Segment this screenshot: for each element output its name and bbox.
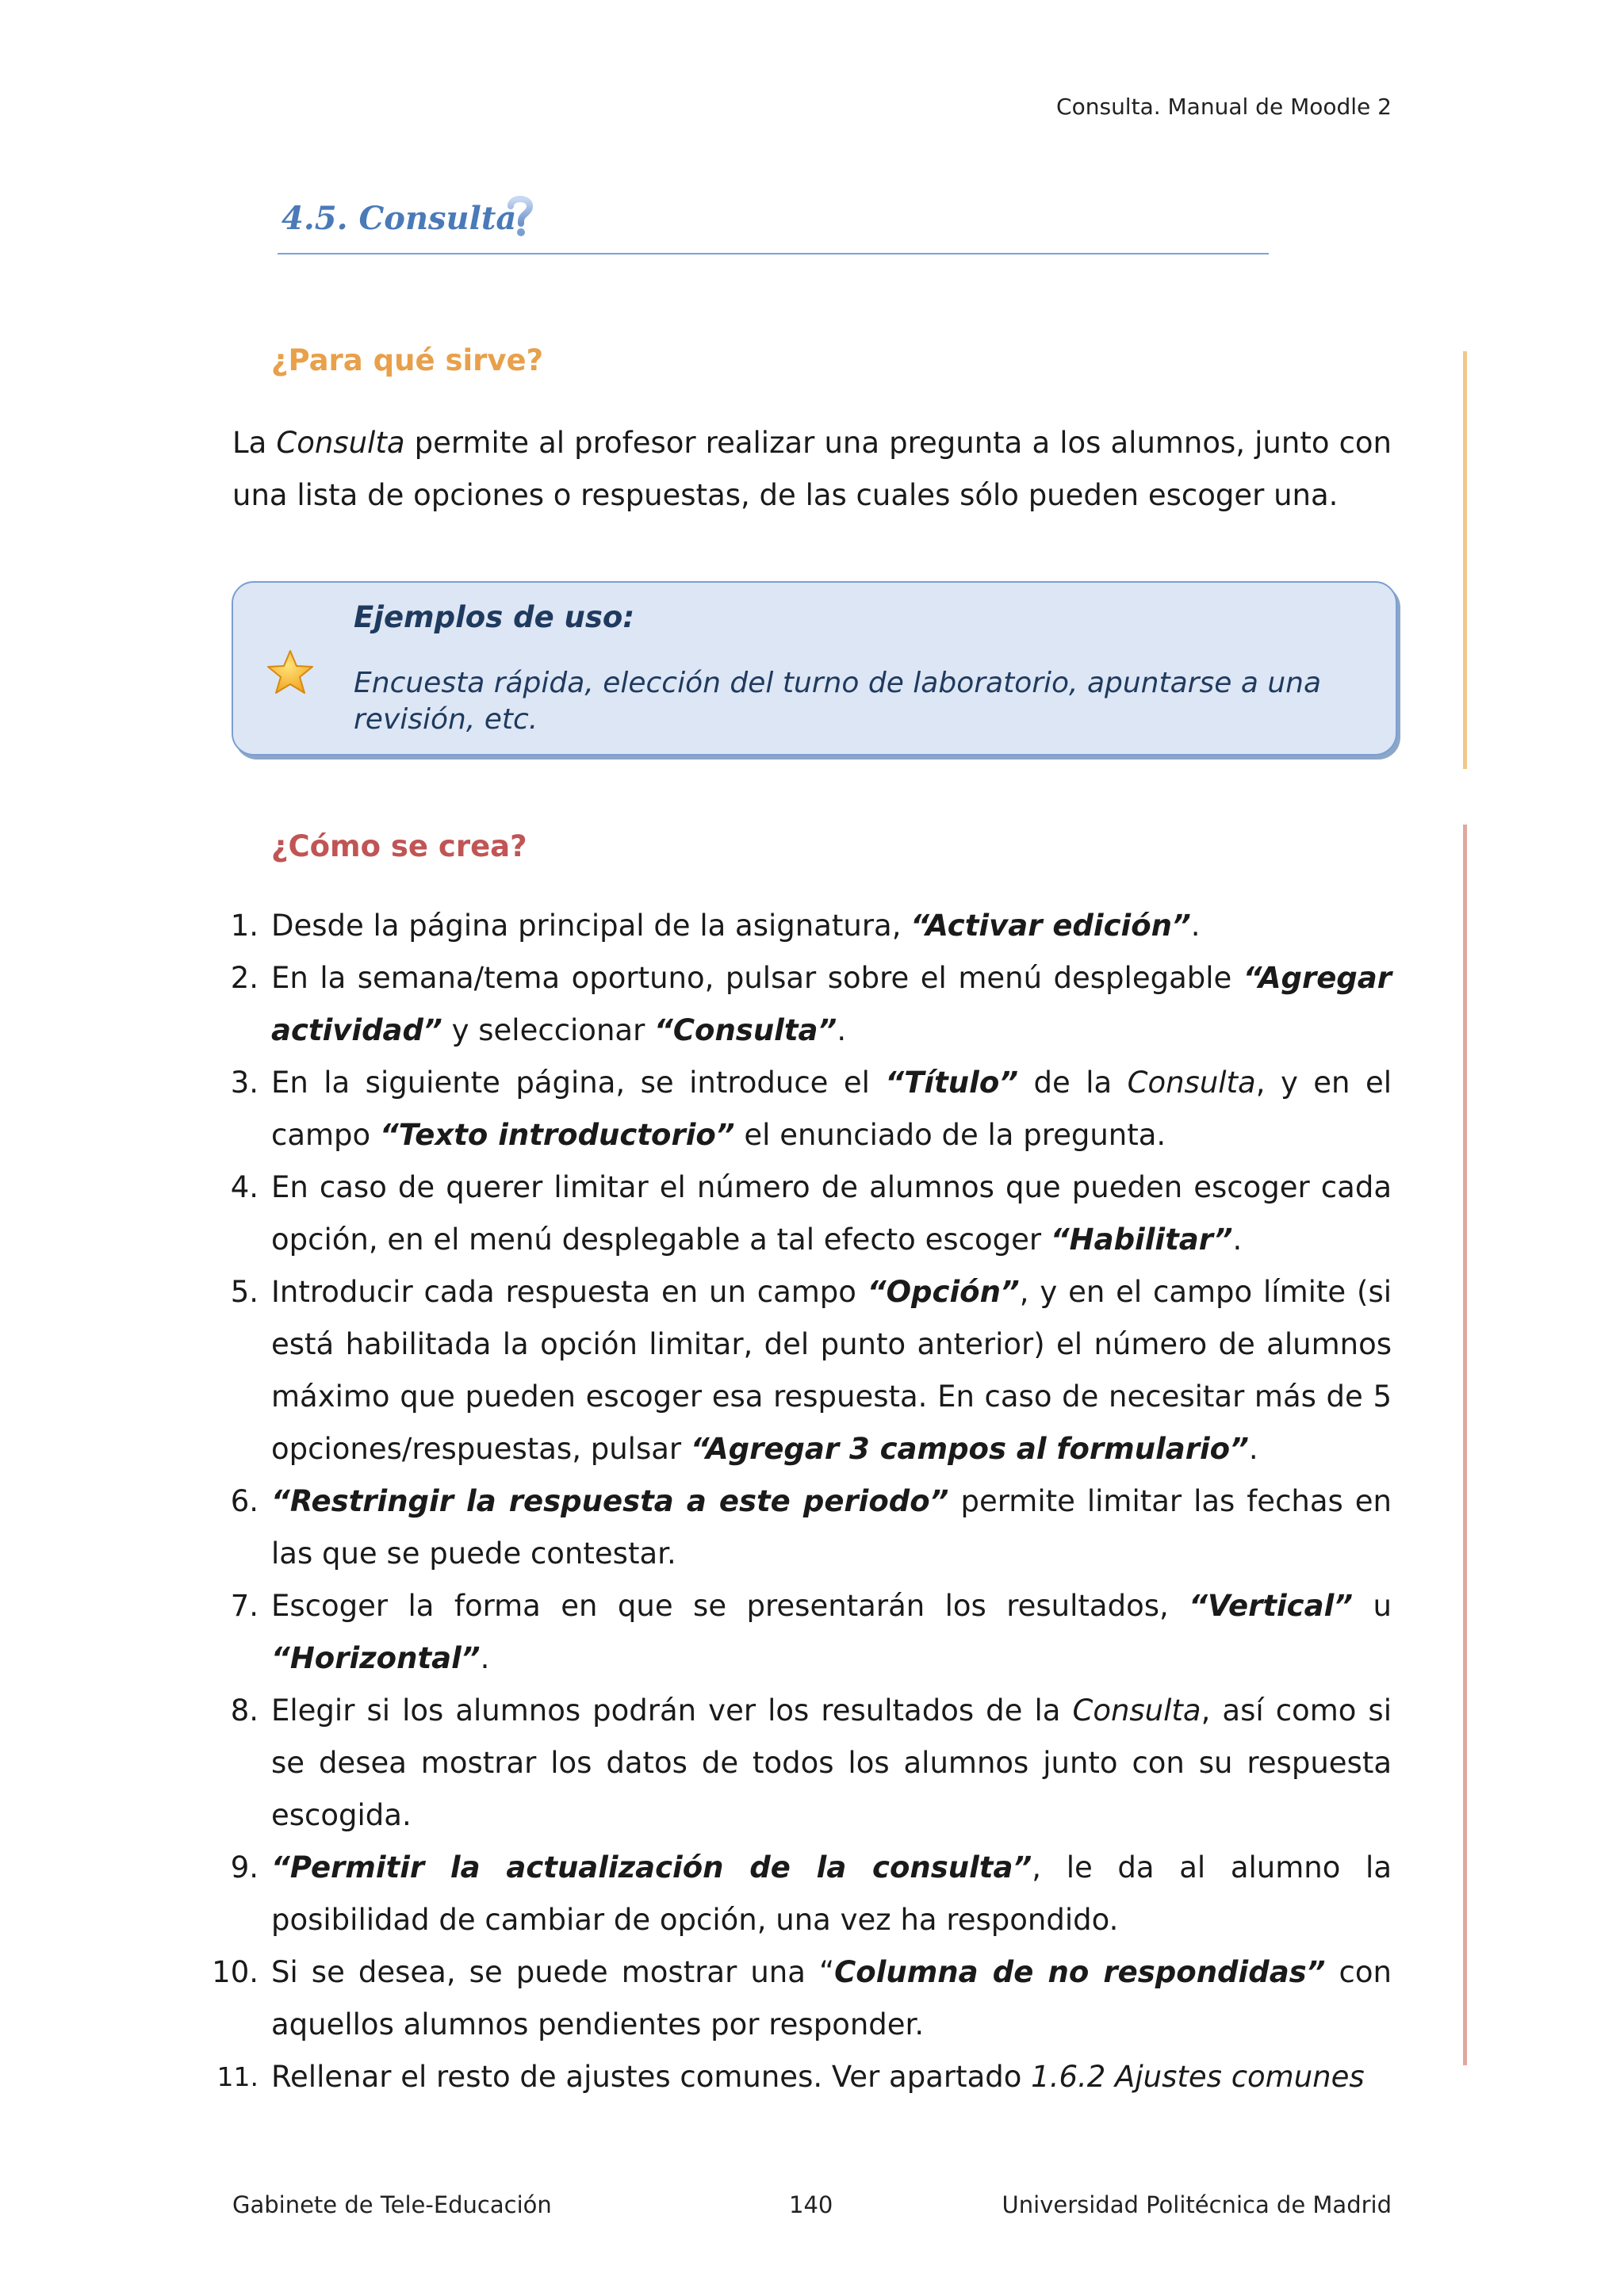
list-item xyxy=(198,900,1392,952)
list-item-text: “Restringir la respuesta a este periodo” xyxy=(271,1484,949,1518)
section-title-rule xyxy=(278,253,1269,254)
list-item-text: Elegir si los alumnos podrán ver los resultados de la xyxy=(271,1693,1073,1728)
list-item-text: Consulta xyxy=(1072,1693,1201,1728)
list-item-text: 1.6.2 Ajustes comunes xyxy=(1031,2060,1365,2094)
list-item-text: “Título” xyxy=(885,1066,1019,1100)
list-item xyxy=(198,1685,1392,1842)
list-item xyxy=(198,1161,1392,1266)
list-item-number: 5. xyxy=(230,1275,259,1309)
purpose-paragraph: La Consulta permite al profesor realizar una pregunta a los alumnos, junto con una lista de opciones o respuestas, de las cuales sólo pueden escoger una. xyxy=(232,426,1392,512)
list-item-text: Escoger la forma en que se presentarán los resultados, xyxy=(271,1589,1189,1623)
side-accent-bar-create xyxy=(1463,825,1467,2065)
list-item-text: u xyxy=(1353,1589,1392,1623)
list-item-number: 1. xyxy=(230,909,259,943)
list-item-text: En la semana/tema oportuno, pulsar sobre el menú desplegable xyxy=(271,961,1243,995)
examples-title: Ejemplos de uso: xyxy=(354,600,635,634)
section-title: 4.5. Consulta xyxy=(282,200,517,237)
list-item-text: el enunciado de la pregunta. xyxy=(734,1118,1166,1152)
list-item xyxy=(198,1057,1392,1161)
star-icon xyxy=(266,649,314,695)
running-header: Consulta. Manual de Moodle 2 xyxy=(1056,94,1392,120)
list-item-number: 8. xyxy=(230,1693,259,1728)
list-item-text: con aquellos alumnos pendientes por responder. xyxy=(271,1955,1392,2042)
list-item-text: de la xyxy=(1018,1066,1128,1100)
list-item xyxy=(198,2051,1392,2103)
list-item-text: Desde la página principal de la asignatura, xyxy=(271,909,911,943)
list-item-text: . xyxy=(480,1641,490,1675)
question-mark-icon xyxy=(504,193,536,239)
examples-text: Encuesta rápida, elección del turno de laboratorio, apuntarse a una revisión, etc. xyxy=(354,667,1322,736)
list-item-text: y seleccionar xyxy=(442,1013,655,1047)
footer-left: Gabinete de Tele-Educación xyxy=(232,2191,552,2218)
list-item-number: 11. xyxy=(216,2061,259,2092)
list-item-text: “Consulta” xyxy=(654,1013,837,1047)
list-item-text: “Activar edición” xyxy=(910,909,1191,943)
list-item-text: “Texto introductorio” xyxy=(379,1118,735,1152)
examples-box xyxy=(232,581,1397,756)
list-item xyxy=(198,1475,1392,1580)
page-number: 140 xyxy=(789,2191,833,2218)
list-item-text: , y en el campo xyxy=(271,1066,1392,1152)
list-item-text: , así como si se desea mostrar los datos de todos los alumnos junto con su respuesta escogida. xyxy=(271,1693,1392,1832)
list-item-number: 4. xyxy=(230,1170,259,1204)
list-item-text: “Vertical” xyxy=(1189,1589,1354,1623)
list-item-text: “Opción” xyxy=(867,1275,1020,1309)
list-item xyxy=(198,952,1392,1057)
purpose-heading: ¿Para qué sirve? xyxy=(271,343,544,377)
list-item-text: “Habilitar” xyxy=(1050,1223,1233,1257)
list-item-text: Columna de no respondidas” xyxy=(834,1955,1326,1989)
steps-list xyxy=(198,900,1392,2103)
create-heading: ¿Cómo se crea? xyxy=(271,829,527,863)
list-item-text: , y en el campo límite (si está habilitada la opción limitar, del punto anterior) el número de alumnos máximo que pueden escoger esa respuesta. En caso de necesitar más de 5 opciones/respuestas, pulsar xyxy=(271,1275,1392,1466)
list-item xyxy=(198,1580,1392,1685)
list-item xyxy=(198,1946,1392,2051)
list-item-number: 2. xyxy=(230,961,259,995)
side-accent-bar-purpose xyxy=(1463,351,1467,769)
list-item-text: Introducir cada respuesta en un campo xyxy=(271,1275,868,1309)
list-item-text: “Agregar 3 campos al formulario” xyxy=(690,1432,1249,1466)
list-item-text: , le da al alumno la posibilidad de cambiar de opción, una vez ha respondido. xyxy=(271,1850,1392,1937)
term-consulta: Consulta xyxy=(276,426,405,460)
list-item-text: Consulta xyxy=(1127,1066,1256,1100)
list-item-text: En caso de querer limitar el número de alumnos que pueden escoger cada opción, en el menú desplegable a tal efecto escoger xyxy=(271,1170,1392,1257)
list-item-number: 9. xyxy=(230,1850,259,1885)
list-item-text: En la siguiente página, se introduce el xyxy=(271,1066,886,1100)
list-item-number: 3. xyxy=(230,1066,259,1100)
list-item-number: 10. xyxy=(212,1955,259,1989)
list-item-number: 6. xyxy=(230,1484,259,1518)
list-item xyxy=(198,1266,1392,1475)
list-item-text: Si se desea, se puede mostrar una “ xyxy=(271,1955,835,1989)
list-item-text: “Permitir la actualización de la consulta” xyxy=(271,1850,1032,1885)
list-item-text: . xyxy=(837,1013,847,1047)
list-item-text: . xyxy=(1248,1432,1258,1466)
list-item-text: “Horizontal” xyxy=(271,1641,481,1675)
list-item-text: . xyxy=(1232,1223,1243,1257)
list-item-text: permite limitar las fechas en las que se puede contestar. xyxy=(271,1484,1392,1571)
list-item-text: “Agregar actividad” xyxy=(271,961,1392,1047)
list-item-text: . xyxy=(1190,909,1201,943)
list-item xyxy=(198,1842,1392,1946)
footer-right: Universidad Politécnica de Madrid xyxy=(1002,2191,1392,2218)
list-item-number: 7. xyxy=(230,1589,259,1623)
list-item-text: Rellenar el resto de ajustes comunes. Ver apartado xyxy=(271,2060,1032,2094)
